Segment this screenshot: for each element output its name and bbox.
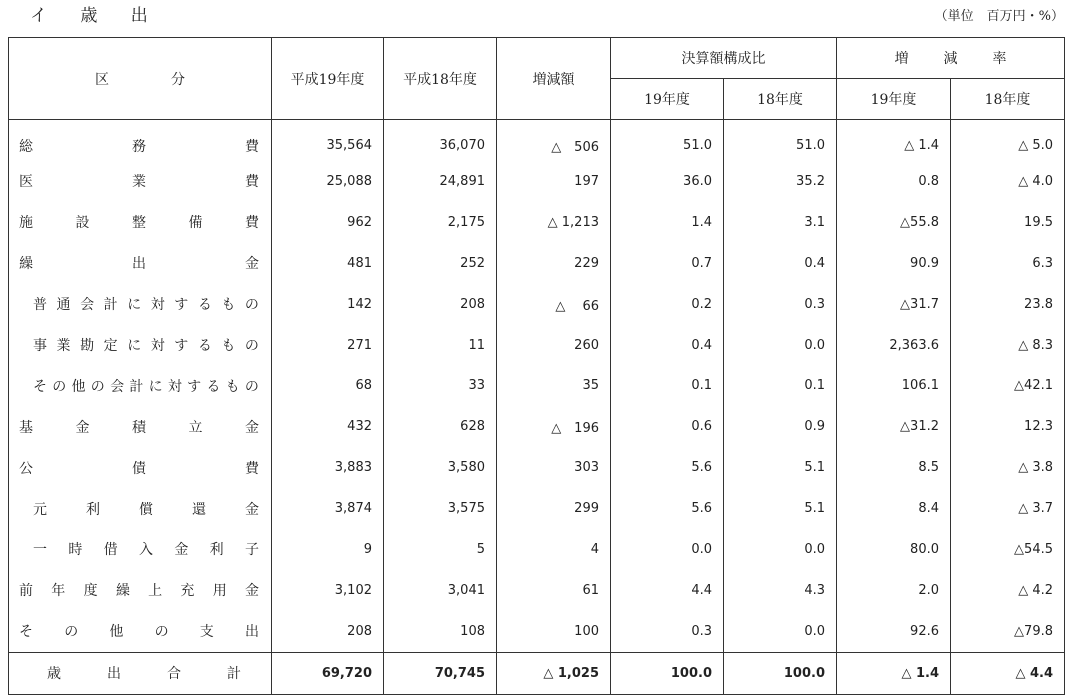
- row-label-char: 整: [132, 215, 146, 232]
- row-label-text: [19, 136, 259, 156]
- cell-change: 303: [497, 447, 611, 488]
- table-row: [9, 570, 1065, 611]
- row-label-char: 繰: [115, 583, 130, 600]
- row-label-char: 基: [19, 419, 33, 436]
- cell-rate19: △31.2: [837, 406, 951, 447]
- cell-change: 260: [497, 325, 611, 366]
- row-label-char: る: [197, 338, 212, 354]
- cell-fy18: 3,580: [384, 447, 497, 488]
- cell-comp19: 51.0: [611, 120, 724, 162]
- row-label-char: も: [221, 338, 236, 354]
- cell-fy19: 68: [272, 365, 384, 406]
- row-label: [9, 161, 272, 202]
- row-label: [9, 325, 272, 366]
- cell-fy19: 35,564: [272, 120, 384, 162]
- cell-fy18: 628: [384, 406, 497, 447]
- cell-change: 61: [497, 570, 611, 611]
- row-label-char: 会: [80, 297, 95, 314]
- row-label-char: 借: [103, 542, 118, 559]
- row-label: [9, 120, 272, 162]
- cell-comp19: 0.2: [611, 284, 724, 325]
- row-label-char: 度: [83, 583, 98, 600]
- row-label-text: [19, 294, 259, 314]
- row-label-char: 出: [244, 624, 259, 641]
- total-cell-rate18: △ 4.4: [951, 652, 1065, 694]
- row-label-char: 立: [188, 419, 203, 436]
- row-label-char: の: [244, 297, 259, 314]
- cell-change: 4: [497, 529, 611, 570]
- row-label: [9, 570, 272, 611]
- row-label-text: [19, 580, 259, 600]
- table-body: [9, 120, 1065, 695]
- table-row: [9, 243, 1065, 284]
- table-row: [9, 161, 1065, 202]
- cell-change: 197: [497, 161, 611, 202]
- row-label-char: 普: [33, 297, 47, 314]
- cell-comp18: 4.3: [724, 570, 837, 611]
- total-cell-comp18: 100.0: [724, 652, 837, 694]
- cell-comp19: 0.3: [611, 611, 724, 652]
- row-label-char: 計: [129, 378, 144, 395]
- row-label-char: 費: [245, 138, 259, 155]
- header-rate-char: 減: [943, 51, 958, 67]
- row-label: [9, 447, 272, 488]
- row-label: [9, 406, 272, 447]
- table-row: [9, 406, 1065, 447]
- table-header: [9, 38, 1065, 120]
- row-label-char: 備: [188, 215, 203, 232]
- cell-comp18: 0.0: [724, 529, 837, 570]
- cell-comp18: 0.3: [724, 284, 837, 325]
- cell-change: △ 66: [497, 284, 611, 325]
- row-label-text: [19, 376, 259, 396]
- cell-rate18: △ 5.0: [951, 120, 1065, 162]
- cell-comp19: 1.4: [611, 202, 724, 243]
- total-row: [9, 652, 1065, 694]
- cell-comp19: 0.0: [611, 529, 724, 570]
- row-label-char: 他: [109, 624, 124, 641]
- cell-rate18: △79.8: [951, 611, 1065, 652]
- table-row: [9, 529, 1065, 570]
- row-label-char: も: [225, 378, 240, 395]
- cell-fy19: 481: [272, 243, 384, 284]
- row-label: [9, 243, 272, 284]
- row-label-char: 費: [245, 460, 259, 477]
- cell-rate18: △ 3.7: [951, 488, 1065, 529]
- row-label-char: の: [52, 378, 67, 395]
- cell-change: △ 196: [497, 406, 611, 447]
- cell-rate19: 2.0: [837, 570, 951, 611]
- cell-fy19: 432: [272, 406, 384, 447]
- header-category-char: 区: [95, 71, 109, 88]
- row-label-char: 金: [245, 419, 259, 436]
- cell-fy18: 33: [384, 365, 497, 406]
- row-label-char: 金: [245, 256, 259, 273]
- cell-comp19: 36.0: [611, 161, 724, 202]
- row-label-text: [19, 499, 259, 519]
- header-fy19: 平成19年度: [272, 38, 384, 120]
- header-rate-fy18: 18年度: [951, 79, 1065, 120]
- row-label-char: 債: [132, 460, 146, 477]
- cell-rate18: △ 3.8: [951, 447, 1065, 488]
- cell-comp19: 5.6: [611, 447, 724, 488]
- row-label-char: 対: [150, 297, 165, 314]
- row-label-char: 繰: [19, 256, 33, 273]
- page-title: イ 歳 出: [30, 6, 162, 26]
- row-label-char: 対: [150, 338, 165, 354]
- cell-rate19: 2,363.6: [837, 325, 951, 366]
- cell-fy19: 142: [272, 284, 384, 325]
- row-label-char: 金: [244, 583, 259, 600]
- row-label-char: 設: [75, 215, 90, 232]
- row-label-char: る: [206, 378, 221, 395]
- row-label-char: 一: [33, 542, 47, 559]
- cell-rate19: 106.1: [837, 365, 951, 406]
- row-label-char: 子: [244, 542, 259, 559]
- row-label-char: 年: [51, 583, 66, 600]
- row-label-char: 充: [180, 583, 195, 600]
- total-cell-rate19: △ 1.4: [837, 652, 951, 694]
- row-label-char: す: [174, 297, 189, 314]
- cell-rate19: 80.0: [837, 529, 951, 570]
- row-label-text: [19, 171, 259, 191]
- row-label-char: そ: [33, 378, 47, 395]
- header-rate: [837, 38, 1065, 79]
- cell-change: 35: [497, 365, 611, 406]
- header-fy18: 平成18年度: [384, 38, 497, 120]
- cell-comp18: 3.1: [724, 202, 837, 243]
- row-label-char: 用: [212, 583, 227, 600]
- row-label-char: る: [197, 297, 212, 314]
- cell-comp18: 0.9: [724, 406, 837, 447]
- row-label-char: 勘: [80, 338, 95, 354]
- row-label-char: 支: [199, 624, 214, 641]
- row-label-text: [19, 621, 259, 641]
- row-label: [9, 284, 272, 325]
- header-rate-char: 率: [992, 51, 1007, 67]
- row-label-char: 定: [103, 338, 118, 354]
- row-label-char: の: [64, 624, 79, 641]
- row-label-char: 総: [19, 138, 33, 155]
- row-label-char: 費: [245, 174, 259, 191]
- row-label-char: 通: [56, 297, 71, 314]
- total-cell-fy18: 70,745: [384, 652, 497, 694]
- header-rate-char: 増: [894, 51, 909, 67]
- row-label-char: そ: [19, 624, 33, 641]
- cell-rate19: △55.8: [837, 202, 951, 243]
- header-category: [9, 38, 272, 120]
- total-cell-change: △ 1,025: [497, 652, 611, 694]
- header-rate-fy19: 19年度: [837, 79, 951, 120]
- cell-fy19: 9: [272, 529, 384, 570]
- row-label-char: 金: [174, 542, 189, 559]
- cell-fy18: 208: [384, 284, 497, 325]
- row-label-char: 対: [167, 378, 182, 395]
- row-label-char: も: [221, 297, 236, 314]
- cell-fy18: 5: [384, 529, 497, 570]
- table-row: [9, 488, 1065, 529]
- cell-fy18: 36,070: [384, 120, 497, 162]
- row-label-char: 金: [75, 419, 90, 436]
- cell-change: △ 506: [497, 120, 611, 162]
- row-label-char: に: [148, 378, 163, 395]
- cell-fy18: 252: [384, 243, 497, 284]
- row-label: [9, 652, 272, 694]
- row-label-char: 医: [19, 174, 33, 191]
- row-label-char: 他: [71, 378, 86, 395]
- row-label-text: [19, 458, 259, 478]
- cell-comp18: 5.1: [724, 447, 837, 488]
- row-label-char: 業: [132, 174, 146, 191]
- cell-rate19: △31.7: [837, 284, 951, 325]
- cell-rate19: 92.6: [837, 611, 951, 652]
- row-label-char: 公: [19, 460, 33, 477]
- cell-rate18: △ 8.3: [951, 325, 1065, 366]
- cell-change: 229: [497, 243, 611, 284]
- cell-change: 100: [497, 611, 611, 652]
- cell-comp18: 0.4: [724, 243, 837, 284]
- table-row: [9, 325, 1065, 366]
- row-label-char: す: [187, 378, 202, 395]
- cell-comp18: 0.0: [724, 611, 837, 652]
- row-label-char: 務: [132, 138, 146, 155]
- cell-fy18: 108: [384, 611, 497, 652]
- cell-rate19: 8.5: [837, 447, 951, 488]
- row-label-char: の: [244, 378, 259, 395]
- row-label-char: 出: [107, 666, 121, 683]
- cell-comp18: 51.0: [724, 120, 837, 162]
- row-label-text: [19, 212, 259, 232]
- cell-rate18: 6.3: [951, 243, 1065, 284]
- cell-change: 299: [497, 488, 611, 529]
- table-row: [9, 611, 1065, 652]
- cell-fy18: 11: [384, 325, 497, 366]
- cell-fy19: 25,088: [272, 161, 384, 202]
- cell-fy18: 2,175: [384, 202, 497, 243]
- row-label: [9, 611, 272, 652]
- cell-fy19: 271: [272, 325, 384, 366]
- row-label-char: 業: [56, 338, 71, 354]
- cell-fy19: 3,874: [272, 488, 384, 529]
- total-cell-fy19: 69,720: [272, 652, 384, 694]
- cell-comp19: 5.6: [611, 488, 724, 529]
- cell-fy18: 3,041: [384, 570, 497, 611]
- cell-fy18: 3,575: [384, 488, 497, 529]
- table-row: [9, 120, 1065, 162]
- cell-fy19: 3,883: [272, 447, 384, 488]
- table-row: [9, 284, 1065, 325]
- row-label-text: [19, 663, 259, 683]
- cell-comp18: 5.1: [724, 488, 837, 529]
- row-label-char: 歳: [47, 666, 61, 683]
- row-label: [9, 365, 272, 406]
- row-label-char: 計: [227, 666, 241, 683]
- row-label-char: に: [127, 338, 142, 354]
- row-label-char: の: [154, 624, 169, 641]
- header-comp-fy19: 19年度: [611, 79, 724, 120]
- cell-fy19: 208: [272, 611, 384, 652]
- cell-change: △ 1,213: [497, 202, 611, 243]
- row-label-char: 入: [138, 542, 153, 559]
- row-label-text: [19, 253, 259, 273]
- row-label-char: 事: [33, 338, 47, 354]
- row-label-char: 元: [33, 501, 47, 518]
- row-label-char: 前: [19, 583, 33, 600]
- cell-fy19: 962: [272, 202, 384, 243]
- cell-rate18: △54.5: [951, 529, 1065, 570]
- row-label: [9, 488, 272, 529]
- cell-comp19: 0.6: [611, 406, 724, 447]
- cell-fy18: 24,891: [384, 161, 497, 202]
- row-label-char: 合: [167, 666, 181, 683]
- row-label-char: の: [244, 338, 259, 354]
- row-label-text: [19, 335, 259, 355]
- total-cell-comp19: 100.0: [611, 652, 724, 694]
- row-label-text: [19, 539, 259, 559]
- cell-rate19: 8.4: [837, 488, 951, 529]
- cell-comp19: 0.4: [611, 325, 724, 366]
- cell-rate18: △ 4.0: [951, 161, 1065, 202]
- row-label-char: 積: [132, 419, 146, 436]
- cell-comp18: 0.1: [724, 365, 837, 406]
- cell-comp19: 0.1: [611, 365, 724, 406]
- cell-rate19: 90.9: [837, 243, 951, 284]
- header-composition: 決算額構成比: [611, 38, 837, 79]
- row-label: [9, 202, 272, 243]
- row-label-char: 計: [103, 297, 118, 314]
- row-label: [9, 529, 272, 570]
- header-comp-fy18: 18年度: [724, 79, 837, 120]
- row-label-char: 施: [19, 215, 33, 232]
- expenditure-table: [8, 37, 1065, 695]
- row-label-char: す: [174, 338, 189, 354]
- row-label-char: 時: [68, 542, 83, 559]
- header-change: 増減額: [497, 38, 611, 120]
- row-label-char: に: [127, 297, 142, 314]
- unit-note: （単位 百万円・%）: [934, 9, 1064, 24]
- row-label-char: 上: [148, 583, 163, 600]
- row-label-char: 出: [132, 256, 146, 273]
- cell-fy19: 3,102: [272, 570, 384, 611]
- cell-rate18: △42.1: [951, 365, 1065, 406]
- cell-comp18: 35.2: [724, 161, 837, 202]
- cell-comp19: 0.7: [611, 243, 724, 284]
- cell-comp18: 0.0: [724, 325, 837, 366]
- table-row: [9, 365, 1065, 406]
- cell-rate18: △ 4.2: [951, 570, 1065, 611]
- row-label-text: [19, 417, 259, 437]
- row-label-char: 金: [245, 501, 259, 518]
- cell-rate18: 23.8: [951, 284, 1065, 325]
- header-category-char: 分: [171, 71, 185, 88]
- cell-rate19: △ 1.4: [837, 120, 951, 162]
- row-label-char: 利: [86, 501, 100, 518]
- cell-rate18: 12.3: [951, 406, 1065, 447]
- cell-comp19: 4.4: [611, 570, 724, 611]
- row-label-char: 利: [209, 542, 224, 559]
- cell-rate19: 0.8: [837, 161, 951, 202]
- row-label-char: 還: [192, 501, 206, 518]
- cell-rate18: 19.5: [951, 202, 1065, 243]
- row-label-char: 会: [110, 378, 125, 395]
- table-row: [9, 447, 1065, 488]
- row-label-char: 償: [139, 501, 153, 518]
- row-label-char: 費: [245, 215, 259, 232]
- table-row: [9, 202, 1065, 243]
- row-label-char: の: [90, 378, 105, 395]
